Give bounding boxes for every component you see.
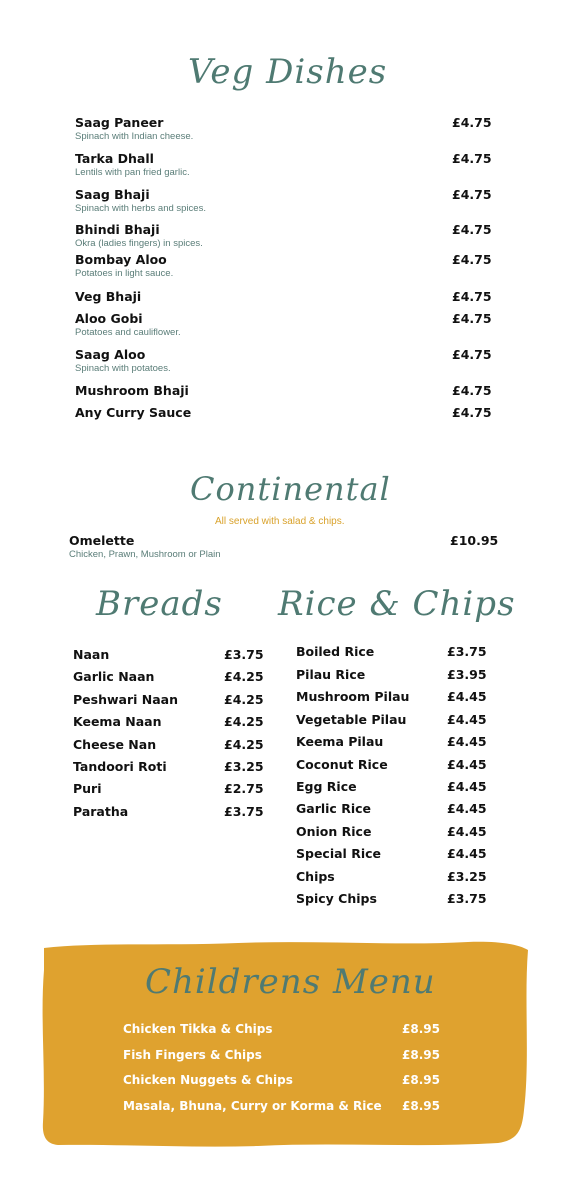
rice-item-name: Pilau Rice	[296, 667, 366, 682]
veg-item-name: Bombay Aloo	[75, 252, 167, 267]
veg-item-name: Tarka Dhall	[75, 151, 154, 166]
rice-item-price: £4.45	[447, 689, 487, 704]
veg-item-name: Veg Bhaji	[75, 289, 142, 304]
bread-item-price: £3.75	[224, 647, 264, 662]
rice-item-name: Vegetable Pilau	[296, 712, 407, 727]
breads-title: Breads	[96, 584, 223, 624]
rice-item-price: £3.75	[447, 644, 487, 659]
veg-item-price: £4.75	[452, 405, 492, 420]
bread-item-price: £4.25	[224, 692, 264, 707]
rice-item-price: £4.45	[447, 779, 487, 794]
rice-item-name: Egg Rice	[296, 779, 357, 794]
bread-item-price: £4.25	[224, 714, 264, 729]
veg-dishes-title: Veg Dishes	[188, 52, 388, 92]
veg-item-desc: Spinach with Indian cheese.	[75, 131, 194, 142]
rice-item-name: Garlic Rice	[296, 801, 371, 816]
rice-item-price: £4.45	[447, 734, 487, 749]
kids-item-name: Masala, Bhuna, Curry or Korma & Rice	[123, 1099, 382, 1113]
veg-item-name: Bhindi Bhaji	[75, 222, 160, 237]
rice-item-price: £3.95	[447, 667, 487, 682]
rice-item-name: Boiled Rice	[296, 644, 375, 659]
veg-item-name: Aloo Gobi	[75, 311, 143, 326]
kids-item-price: £8.95	[402, 1048, 440, 1062]
veg-item-name: Mushroom Bhaji	[75, 383, 189, 398]
rice-item-name: Spicy Chips	[296, 891, 377, 906]
rice-item-name: Onion Rice	[296, 824, 372, 839]
veg-item-desc: Spinach with potatoes.	[75, 363, 171, 374]
veg-item-desc: Potatoes and cauliflower.	[75, 327, 181, 338]
kids-item-price: £8.95	[402, 1073, 440, 1087]
veg-item-price: £4.75	[452, 222, 492, 237]
veg-item-price: £4.75	[452, 311, 492, 326]
continental-item-name: Omelette	[69, 533, 135, 548]
veg-item-price: £4.75	[452, 252, 492, 267]
kids-item-name: Chicken Tikka & Chips	[123, 1022, 273, 1036]
continental-item-price: £10.95	[450, 533, 499, 548]
veg-item-name: Saag Paneer	[75, 115, 164, 130]
veg-item-name: Saag Bhaji	[75, 187, 150, 202]
veg-item-price: £4.75	[452, 115, 492, 130]
rice-chips-title: Rice & Chips	[278, 584, 516, 624]
veg-item-price: £4.75	[452, 289, 492, 304]
rice-item-price: £4.45	[447, 757, 487, 772]
continental-note: All served with salad & chips.	[215, 516, 345, 527]
bread-item-name: Paratha	[73, 804, 129, 819]
bread-item-name: Garlic Naan	[73, 669, 155, 684]
kids-item-name: Chicken Nuggets & Chips	[123, 1073, 293, 1087]
bread-item-name: Peshwari Naan	[73, 692, 178, 707]
veg-item-desc: Spinach with herbs and spices.	[75, 203, 206, 214]
rice-item-name: Coconut Rice	[296, 757, 388, 772]
veg-item-price: £4.75	[452, 151, 492, 166]
bread-item-name: Naan	[73, 647, 110, 662]
kids-item-price: £8.95	[402, 1022, 440, 1036]
rice-item-price: £3.25	[447, 869, 487, 884]
rice-item-name: Chips	[296, 869, 335, 884]
rice-item-name: Special Rice	[296, 846, 381, 861]
kids-item-name: Fish Fingers & Chips	[123, 1048, 262, 1062]
veg-item-desc: Potatoes in light sauce.	[75, 268, 174, 279]
rice-item-name: Mushroom Pilau	[296, 689, 410, 704]
rice-item-price: £4.45	[447, 846, 487, 861]
kids-item-price: £8.95	[402, 1099, 440, 1113]
bread-item-name: Keema Naan	[73, 714, 162, 729]
rice-item-price: £4.45	[447, 712, 487, 727]
continental-item-desc: Chicken, Prawn, Mushroom or Plain	[69, 549, 221, 560]
rice-item-price: £4.45	[447, 801, 487, 816]
childrens-menu-title: Childrens Menu	[145, 962, 436, 1002]
bread-item-price: £4.25	[224, 737, 264, 752]
bread-item-price: £2.75	[224, 781, 264, 796]
bread-item-price: £4.25	[224, 669, 264, 684]
bread-item-price: £3.25	[224, 759, 264, 774]
veg-item-desc: Lentils with pan fried garlic.	[75, 167, 190, 178]
bread-item-name: Puri	[73, 781, 102, 796]
bread-item-name: Tandoori Roti	[73, 759, 167, 774]
rice-item-name: Keema Pilau	[296, 734, 384, 749]
veg-item-price: £4.75	[452, 347, 492, 362]
veg-item-price: £4.75	[452, 187, 492, 202]
veg-item-name: Saag Aloo	[75, 347, 146, 362]
continental-title: Continental	[190, 470, 391, 508]
veg-item-name: Any Curry Sauce	[75, 405, 192, 420]
bread-item-name: Cheese Nan	[73, 737, 157, 752]
rice-item-price: £3.75	[447, 891, 487, 906]
veg-item-price: £4.75	[452, 383, 492, 398]
bread-item-price: £3.75	[224, 804, 264, 819]
rice-item-price: £4.45	[447, 824, 487, 839]
veg-item-desc: Okra (ladies fingers) in spices.	[75, 238, 203, 249]
